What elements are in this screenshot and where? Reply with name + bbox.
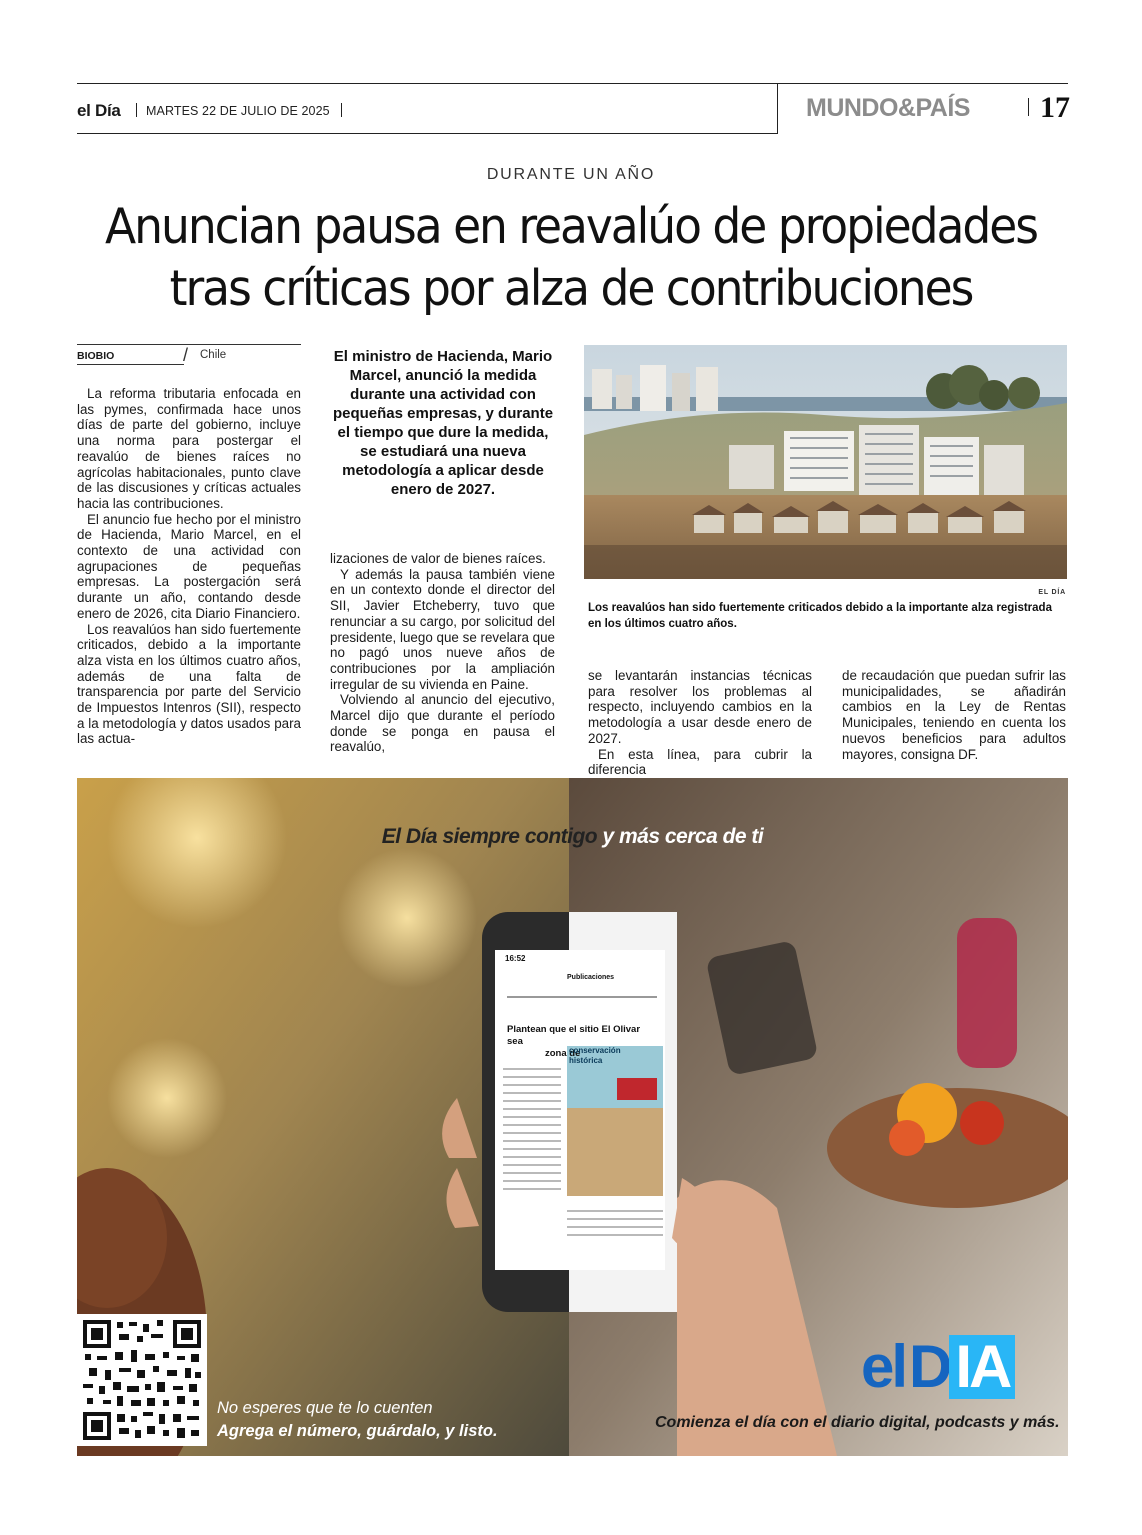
ad-slogan-part-1: El Día siempre contigo (381, 825, 598, 848)
brand-separator (136, 103, 137, 117)
header-divider (777, 83, 778, 134)
phone-story-tag: conservación histórica (569, 1046, 621, 1065)
page-number: 17 (1040, 91, 1070, 124)
headline-line-2: tras críticas por alza de contribuciones (169, 260, 973, 317)
qr-code[interactable] (77, 1314, 207, 1446)
paragraph: Volviendo al anuncio del ejecutivo, Marcel dijo que durante el período donde se ponga en pausa el reavalúo, (330, 692, 555, 755)
byline-rule (77, 344, 301, 345)
ad-left-line-2: Agrega el número, guárdalo, y listo. (217, 1422, 498, 1440)
paragraph: El anuncio fue hecho por el ministro de Hacienda, Mario Marcel, en el contexto de una actividad con agrupaciones de pequeñas empresas. La postergación será durante un año, contando desde enero de 2026, cita Diario Financiero. (77, 511, 301, 621)
paragraph: En esta línea, para cubrir la diferencia (588, 746, 812, 778)
paragraph: La reforma tributaria enfocada en las pymes, confirmada hace unos días de parte del gobierno, incluye una norma para postergar el reavalúo de bienes raíces no agrícolas habitacionales, punto clave de las discusiones y críticas actuales hacia las contribuciones. (77, 386, 301, 511)
byline-author: BIOBIO (77, 350, 115, 362)
ad-left-line-1: No esperes que te lo cuenten (217, 1399, 433, 1417)
article-photo (584, 345, 1067, 579)
logo-ia: IA (949, 1335, 1015, 1399)
section-name: MUNDO&PAÍS (806, 94, 970, 122)
paragraph: se levantarán instancias técnicas para resolver los problemas al respecto, incluyendo cambios en la metodología a usar desde enero de 2027. (588, 668, 812, 746)
article-column-1 (77, 386, 301, 747)
ad-right-text: Comienza el día con el diario digital, podcasts y más. (655, 1414, 1060, 1431)
byline-underline (77, 364, 184, 365)
byline-slash: / (183, 345, 189, 365)
photo-caption: Los reavalúos han sido fuertemente criticados debido a la importante alza registrada en los últimos cuatro años. (588, 602, 1052, 630)
date-separator (341, 103, 342, 117)
section-separator (1028, 98, 1029, 116)
ad-slogan (77, 825, 1068, 849)
header-top-rule (77, 83, 1068, 84)
issue-date: MARTES 22 DE JULIO DE 2025 (146, 104, 330, 118)
newspaper-brand: el Día (77, 101, 121, 120)
photo-credit: EL DÍA (1038, 589, 1066, 596)
eldia-logo (861, 1335, 1015, 1399)
paragraph: Y además la pausa también viene en un contexto donde el director del SII, Javier Etcheberry, tuvo que renunciar a su cargo, por solicitud del presidente, luego que se revelara que no pagó unos nueve años de contribuciones por la ampliación irregular de su vivienda en Paine. (330, 566, 555, 692)
article-kicker: DURANTE UN AÑO (486, 166, 656, 183)
ad-left-text (217, 1397, 498, 1443)
qr-code-icon (77, 1314, 207, 1446)
phone-story-title-1: Plantean que el sitio El Olivar sea (507, 1024, 641, 1047)
phone-story-title-2: zona de (545, 1048, 581, 1059)
header-bottom-rule (77, 133, 777, 134)
phone-site-title: Publicaciones (567, 974, 615, 981)
eldia-advertisement (77, 778, 1068, 1456)
article-column-4 (842, 668, 1066, 762)
paragraph: lizaciones de valor de bienes raíces. (330, 551, 546, 566)
article-column-3 (588, 668, 812, 778)
phone-time: 16:52 (505, 954, 526, 963)
logo-el: el (861, 1333, 906, 1400)
article-column-2 (330, 551, 555, 755)
headline-line-1: Anuncian pausa en reavalúo de propiedades (105, 198, 1037, 255)
ad-slogan-part-2: y más cerca de ti (597, 825, 764, 848)
byline-place: Chile (200, 349, 227, 361)
pull-quote: El ministro de Hacienda, Mario Marcel, anunció la medida durante una actividad con pequeñas empresas, y durante el tiempo que dure la medida, se estudiará una nueva metodología a aplicar desde enero de 2027. (332, 348, 554, 498)
city-skyline-photo (584, 345, 1067, 579)
paragraph: Los reavalúos han sido fuertemente criticados, debido a la importante alza vista en los últimos cuatro años, además de una falta de transparencia por parte del Servicio de Impuestos Intenros (SII), respecto a la metodología y datos usados para las actua- (77, 621, 301, 747)
article-headline (96, 196, 1046, 320)
paragraph: de recaudación que puedan sufrir las municipalidades, se añadirán cambios en la Ley de Rentas Municipales, teniendo en cuenta los nuevos beneficios para adultos mayores, consigna DF. (842, 668, 1066, 762)
logo-d: D (909, 1333, 950, 1400)
